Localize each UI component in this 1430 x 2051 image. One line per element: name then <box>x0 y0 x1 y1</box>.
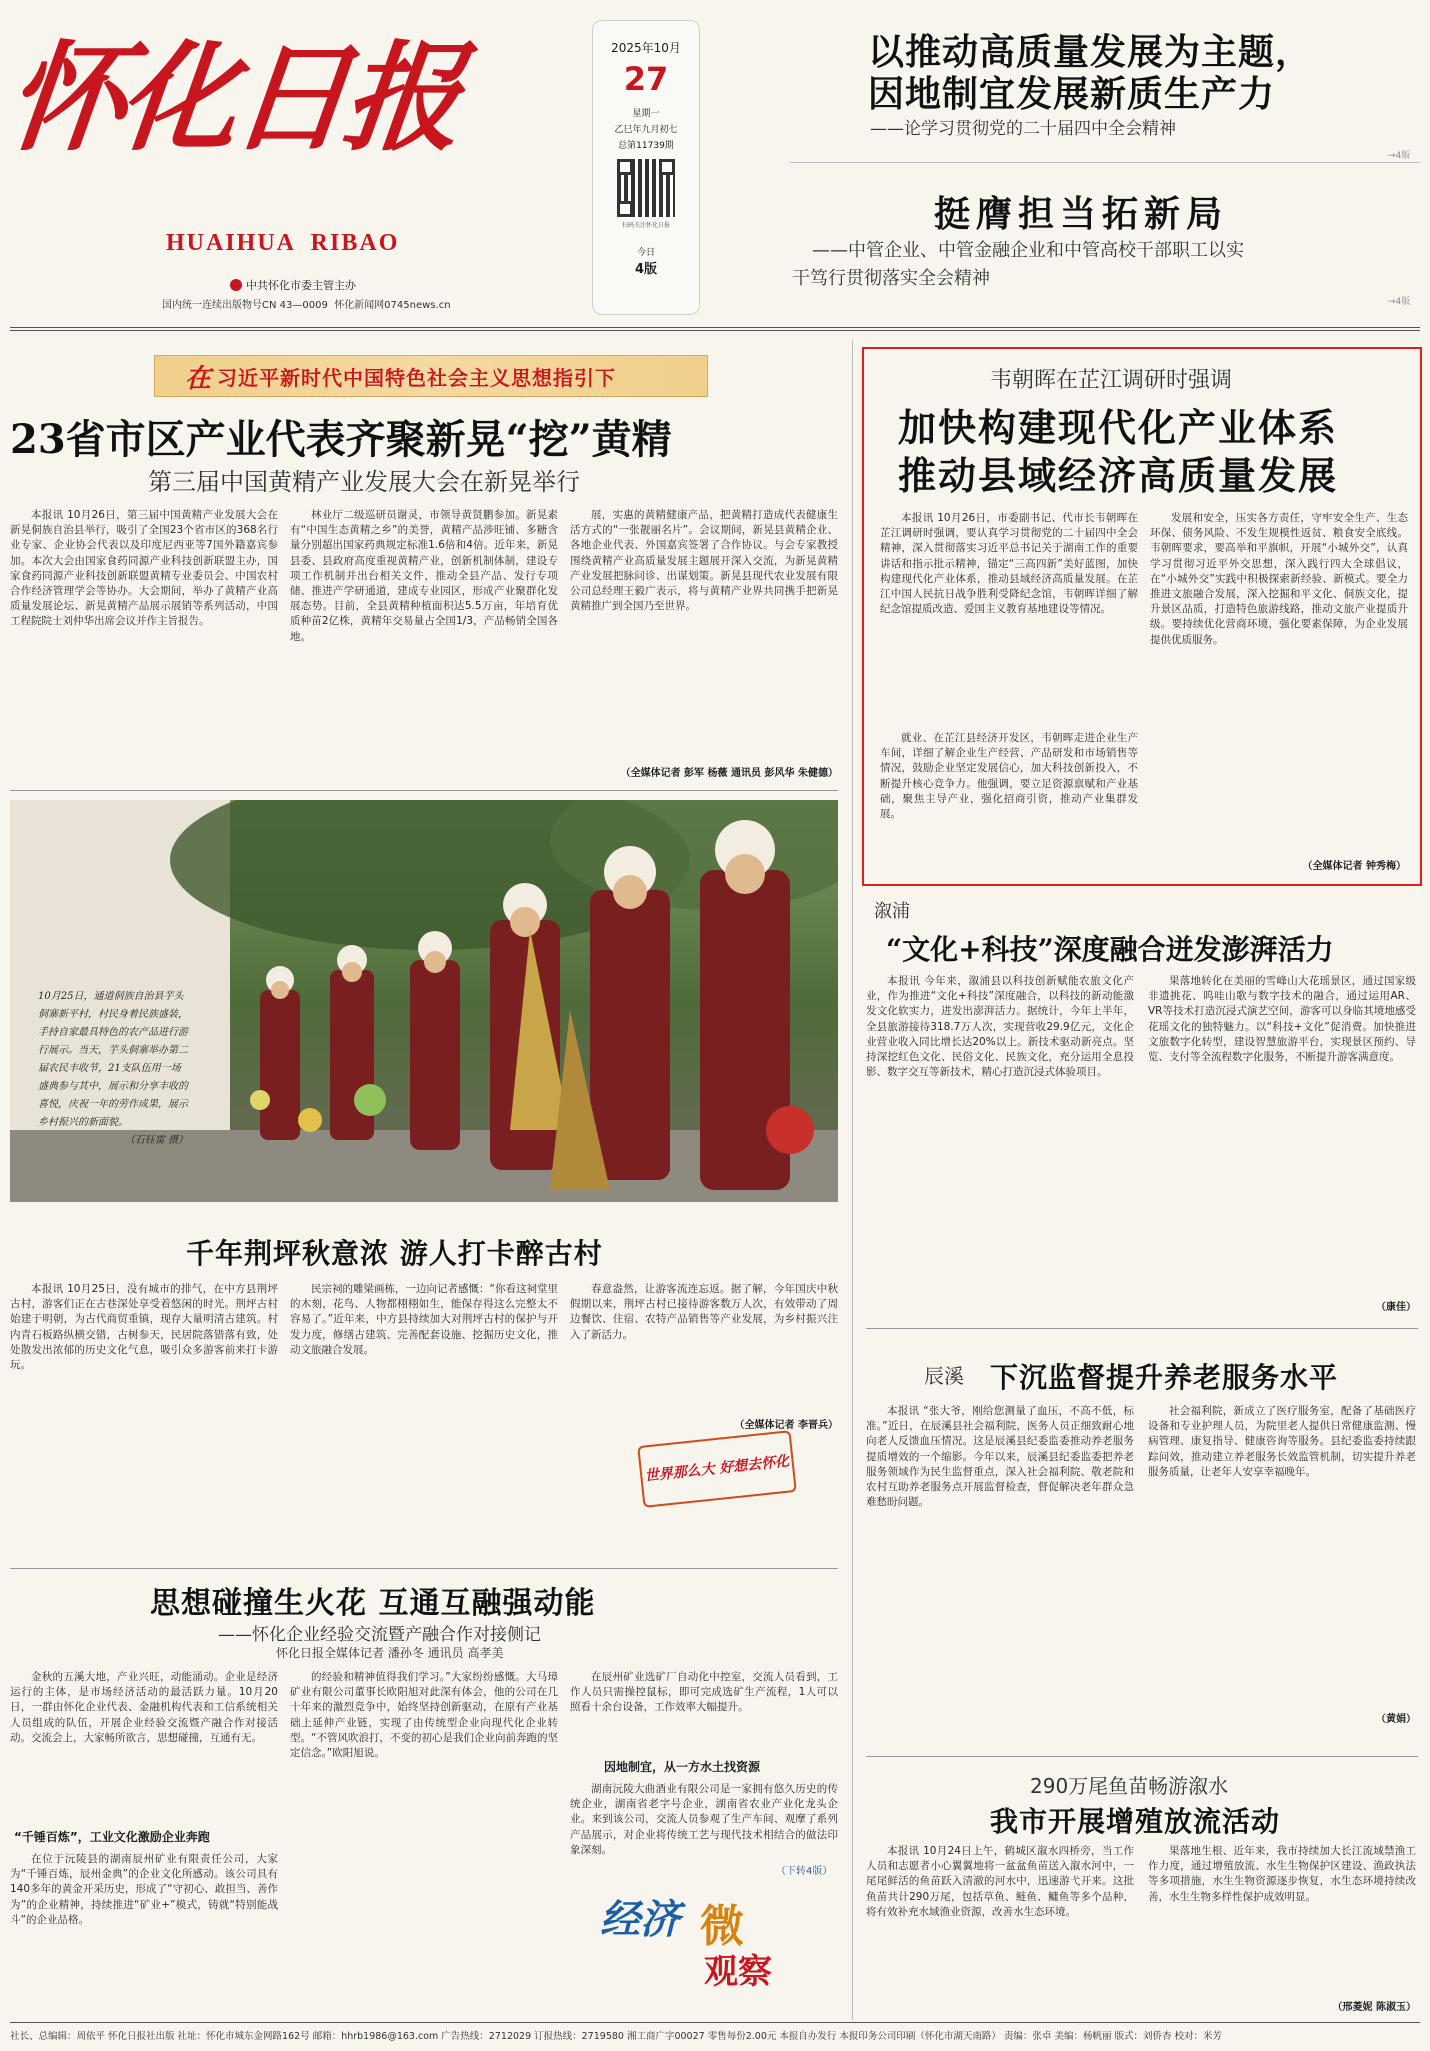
exchange-col1-text: 金秋的五溪大地，产业兴旺，动能涌动。企业是经济运行的主体，是市场经济活动的最活跃力量。10月20日，一群由怀化企业代表、金融机构代表和工信系统相关人员组成的队伍，开展企业经验交流暨产融合作对接活动。交流会上，大家畅所欲言，思想碰撞，互通有无。 <box>10 1671 278 1744</box>
release-col1 <box>866 1844 1134 2016</box>
harvest-festival-photo <box>10 800 838 1202</box>
jingping-col2-text: 民宗祠的雕梁画栋，一边向记者感慨：“你看这祠堂里的木刻，花鸟、人物都栩栩如生，能保存得这么完整太不容易了。”近年来，中方县持续加大对荆坪古村的保护与开发力度，修缮古建筑、完善配套设施、挖掘历史文化，推动文旅融合发展。 <box>290 1283 558 1356</box>
lead-col1-text: 本报讯 10月26日，第三届中国黄精产业发展大会在新晃侗族自治县举行，吸引了全国23个省市区的368名行业专家、企业协会代表以及印度尼西亚等7国外籍嘉宾参加。本次大会由国家食药同源产业科技创新联盟主办，国家食药同源产业科技创新联盟黄精专业委员会、中国农村合作经济管理学会等协办。大会期间，举办了黄精产业高质量发展论坛、新晃黄精产品展示展销等系列活动，中国工程院院士刘仲华出席会议并作主旨报告。 <box>10 509 278 628</box>
lead-col3-text: 展，实惠的黄精健康产品，把黄精打造成代表健康生活方式的“一张靓丽名片”。会议期间，新晃县黄精企业、各地企业代表、外国嘉宾签署了合作协议。与会专家教授围绕黄精产业高质量发展主题展开深入交流，为新晃黄精产业发展把脉问诊、出谋划策。新晃县现代农业发展有限公司总经理王毅广表示，将与黄精产业界共同携手把新晃黄精推广到全国乃至世界。 <box>570 509 838 613</box>
feature-col1b <box>880 731 1138 873</box>
xupu-place: 溆浦 <box>874 901 910 922</box>
lead-col2-text: 林业厅二级巡研员谢灵，市领导黄贤鹏参加。新晃素有“中国生态黄精之乡”的美誉，黄精产品涉旺铺、多糖含量分别超出国家药典规定标准1.6倍和4倍。近年来，新晃县委、县政府高度重视黄精产业，创新机制体制，建设专项工作机制并出台相关文件，推动全县产品、发行专项储、推进产学研通道，建成专业园区，形成产业聚群化发展态势。目前，全县黄精种植面积达5.5万亩，年培育优质种苗2亿株，黄精年交易量占全国1/3，产品畅销全国各地。 <box>290 509 558 643</box>
lead-col3 <box>570 508 838 763</box>
xupu-col1-text: 本报讯 今年来，溆浦县以科技创新赋能农旅文化产业，作为推进“文化+科技”深度融合，以科技的新动能激发文化软实力，进发出澎湃活力。据统计，今年上半年，全县旅游接待318.7万人次，实现营收29.9亿元，文化企业营业收入同比增长达20%以上。新技术驱动新亮点。坚持深挖红色文化、民俗文化、民族文化，充分运用全息投影、数字交互等新技术，精心打造沉浸式体验项目。 <box>866 975 1134 1079</box>
xupu-byline: （康佳） <box>1376 1302 1416 1313</box>
exchange-col1b-text: 在位于沅陵县的湖南辰州矿业有限责任公司，大家为“千锤百炼，辰州金典”的企业文化所感动。该公司具有140多年的黄金开采历史，形成了“守初心、敢担当、善作为”的企业精神，持续推进“矿业+”模式，铸就“特别能战斗”的企业品格。 <box>10 1853 278 1926</box>
xupu-col2-text: 果落地转化在美丽的雪峰山大花瑶景区，通过国家级非遗挑花、呜哇山歌与数字技术的融合，通过运用AR、VR等技术打造沉浸式演艺空间，游客可以身临其境地感受花瑶文化的独特魅力。以“科技+文化”促消费。加快推进文旅数字化转型，建设智慧旅游平台，实现景区预约、导览、支付等全流程数字化服务，不断提升游客满意度。 <box>1148 975 1416 1064</box>
masthead-logo <box>0 28 464 178</box>
exchange-col1 <box>10 1670 278 1820</box>
top-story1-page-ref[interactable]: →4版 <box>1388 151 1411 161</box>
date-month: 2025年10月 <box>611 41 681 55</box>
release-title[interactable]: 我市开展增殖放流活动 <box>990 1805 1281 1838</box>
exchange-col3-text: 在辰州矿业选矿厂自动化中控室，交流人员看到，工作人员只需操控鼠标，即可完成选矿生产流程，1人可以照看十余台设备，工作效率大幅提升。 <box>570 1671 838 1714</box>
photo-credit: （石钰雷 摄） <box>124 1135 188 1146</box>
release-col2 <box>1148 1844 1416 1994</box>
qr-code-icon[interactable] <box>617 159 675 217</box>
date-day: 27 <box>623 60 669 98</box>
lead-col2 <box>290 508 558 778</box>
registration-line <box>162 296 451 311</box>
chenxi-title[interactable]: 下沉监督提升养老服务水平 <box>990 1361 1339 1394</box>
chenxi-col1 <box>866 1404 1134 1724</box>
travel-stamp-text: 世界那么大 好想去怀化 <box>644 1453 790 1485</box>
exchange-byline-top: 怀化日报全媒体记者 潘孙冬 通讯员 高孝美 <box>276 1646 504 1660</box>
jingping-col1 <box>10 1282 278 1560</box>
chenxi-place: 辰溪 <box>924 1364 964 1388</box>
travel-stamp <box>637 1430 797 1508</box>
exchange-col1b <box>10 1852 278 2012</box>
exchange-box-text: 湖南沅陵大曲酒业有限公司是一家拥有悠久历史的传统企业，湖南省老字号企业，湖南省农业产业化龙头企业。来到该公司，交流人员参观了生产车间、观摩了系列产品展示，对企业将传统工艺与现代技术相结合的做法印象深刻。 <box>570 1783 838 1856</box>
top-story2-subtitle-line2: 干笃行贯彻落实全会精神 <box>792 268 990 289</box>
issue-number: 总第11739期 <box>618 141 674 151</box>
top-story2-page-ref[interactable]: →4版 <box>1388 297 1411 307</box>
chenxi-col1-text: 本报讯 “张大爷，刚给您测量了血压，不高不低，标准。”近日，在辰溪县社会福利院，医务人员正细致耐心地向老人反馈血压情况。这是辰溪县纪委监委推动养老服务提质增效的一个缩影。今年以来，辰溪县纪委监委把养老服务领域作为民生监督重点，深入社会福利院、敬老院和农村互助养老服务点开展监督检查，督促解决老年群众急难愁盼问题。 <box>866 1405 1134 1509</box>
jingping-title[interactable]: 千年荆坪秋意浓 游人打卡醉古村 <box>186 1237 603 1270</box>
release-col1-text: 本报讯 10月24日上午，鹤城区溆水四桥旁，当工作人员和志愿者小心翼翼地将一盆盆鱼苗送入溆水河中，一尾尾鲜活的鱼苗跃入清澈的河水中，迅速游弋开来。这批鱼苗共计290万尾，包括草鱼、鲢鱼、鳙鱼等多个品种，将有效补充水域渔业资源，改善水生态环境。 <box>866 1845 1134 1918</box>
banner-icon: 在 <box>185 363 212 394</box>
weekday: 星期一 <box>632 109 660 119</box>
exchange-box-title: 因地制宜，从一方水土找资源 <box>604 1760 761 1774</box>
logo-calligraphy: 怀化日报 <box>0 28 464 167</box>
logo-part-c: 观察 <box>704 1952 772 1992</box>
sponsor-text: 中共怀化市委主管主办 <box>246 279 356 292</box>
lead-byline: （全媒体记者 彭军 杨薇 通讯员 彭风华 朱健德） <box>620 768 838 779</box>
exchange-title[interactable]: 思想碰撞生火花 互通互融强动能 <box>150 1586 596 1621</box>
exchange-box <box>570 1782 838 1862</box>
chenxi-col2-text: 社会福利院，新成立了医疗服务室，配备了基础医疗设备和专业护理人员，为院里老人提供日常健康监测、慢病管理、康复指导、健康咨询等服务。县纪委监委持续跟踪问效，推动建立养老服务长效监管机制，切实提升养老服务质量，让老年人安享幸福晚年。 <box>1148 1405 1416 1478</box>
jingping-byline: （全媒体记者 李晋兵） <box>734 1420 838 1431</box>
banner-text: 习近平新时代中国特色社会主义思想指引下 <box>217 365 617 390</box>
exchange-subtitle: ——怀化企业经验交流暨产融合作对接侧记 <box>218 1625 541 1645</box>
release-kicker: 290万尾鱼苗畅游溆水 <box>1030 1774 1229 1798</box>
exchange-col2 <box>290 1670 558 2012</box>
lead-title[interactable]: 23省市区产业代表齐聚新晃“挖”黄精 <box>10 416 672 463</box>
feature-kicker: 韦朝晖在芷江调研时强调 <box>990 368 1233 393</box>
jingping-col3-text: 春意盎然，让游客流连忘返。据了解，今年国庆中秋假期以来，荆坪古村已接待游客数万人次，有效带动了周边餐饮、住宿、农特产品销售等产业发展，为乡村振兴注入了新活力。 <box>570 1283 838 1341</box>
release-col2-text: 果落地生根、近年来，我市持续加大长江流域禁渔工作力度，通过增殖放流、水生生物保护区建设、渔政执法等多项措施，水生生物资源逐步恢复，水生态环境持续改善，水生生物多样性保护成效明显。 <box>1148 1845 1416 1903</box>
lead-col1 <box>10 508 278 778</box>
xupu-title[interactable]: “文化+科技”深度融合迸发澎湃活力 <box>886 933 1334 966</box>
date-box <box>592 20 700 315</box>
masthead-pinyin: HUAIHUA RIBAO <box>166 230 400 256</box>
lunar-date: 乙巳年九月初七 <box>614 125 678 135</box>
xupu-col2 <box>1148 974 1416 1294</box>
top-story1-title-line1[interactable]: 以推动高质量发展为主题， <box>868 31 1313 73</box>
today-label: 今日 <box>636 248 655 258</box>
jingping-col1-text: 本报讯 10月25日，没有城市的排气，在中方县荆坪古村，游客们正在古巷深处享受着悠闲的时光。荆坪古村始建于明朝，为古代商贸重镇，现存大量明清古建筑。村内青石板路纵横交错，古树参天，民居院落错落有致，处处散发出浓郁的历史文化气息，吸引众多游客前来打卡游玩。 <box>10 1283 278 1372</box>
party-emblem-icon <box>230 279 242 291</box>
jingping-col2 <box>290 1282 558 1560</box>
theme-banner <box>154 355 708 397</box>
page-count: 4版 <box>634 262 658 277</box>
feature-col1b-text: 就业、在芷江县经济开发区，韦朝晖走进企业生产车间，详细了解企业生产经营、产品研发和市场销售等情况，鼓励企业坚定发展信心，加大科技创新投入，不断提升核心竞争力。他强调，要立足资源禀赋和产业基础，聚焦主导产业，强化招商引资，推动产业集群发展。 <box>880 732 1138 821</box>
chenxi-col2 <box>1148 1404 1416 1704</box>
website-link[interactable]: 怀化新闻网0745news.cn <box>334 300 451 311</box>
top-story1-subtitle: ——论学习贯彻党的二十届四中全会精神 <box>870 119 1176 139</box>
top-story2-title[interactable]: 挺膺担当拓新局 <box>934 193 1229 235</box>
feature-title-line1[interactable]: 加快构建现代化产业体系 <box>898 405 1339 450</box>
feature-box <box>862 347 1422 886</box>
photo-caption-text: 10月25日，通道侗族自治县芋头侗寨新平村，村民身着民族盛装，手持自家最具特色的农产品进行游行展示。当天，芋头侗寨举办第二届农民丰收节，21支队伍用一场盛典参与其中，展示和分享丰收的喜悦，庆祝一年的劳作成果，展示乡村振兴的新面貌。 <box>38 991 188 1128</box>
exchange-col3 <box>570 1670 838 1750</box>
feature-byline: （全媒体记者 钟秀梅） <box>1302 861 1406 872</box>
exchange-subhead: “千锤百炼”，工业文化激励企业奔跑 <box>14 1830 210 1844</box>
photo-caption <box>38 988 188 1150</box>
feature-title-line2[interactable]: 推动县域经济高质量发展 <box>898 453 1339 498</box>
qr-caption: 扫码关注怀化日报 <box>621 222 670 229</box>
logo-part-b: 微 <box>700 1901 744 1952</box>
feature-col1 <box>880 511 1138 726</box>
lead-subtitle: 第三届中国黄精产业发展大会在新晃举行 <box>148 468 580 496</box>
exchange-col2-text: 的经验和精神值得我们学习。”大家纷纷感慨。大马璋矿业有限公司董事长欧阳旭对此深有体会，他的公司在几十年来的激烈竞争中，始终坚持创新驱动，在原有产业基础上延伸产业链，实现了由传统型企业向现代化企业转型。“不管风吹浪打，不变的初心是我们企业向前奔跑的坚定信念。”欧阳旭说。 <box>290 1671 558 1760</box>
footer-imprint: 社长、总编辑：周依平 怀化日报社出版 社址：怀化市城东金网路162号 邮箱：hhrb1986@163.com 广告热线：2712029 订报热线：2719580 湘工商广字00027 零售每份2.00元 本报自办发行 本报印务公司印刷（怀化市湖天南路） 责编：张卓 美编：杨帆丽 版式：刘侨杏 校对：米芳 <box>10 2031 1222 2042</box>
registration-number: 国内统一连续出版物号CN 43—0009 <box>162 300 328 311</box>
release-byline: （邢菱妮 陈淑玉） <box>1332 2002 1416 2013</box>
exchange-page-ref[interactable]: （下转4版） <box>776 1866 833 1877</box>
economy-column-logo <box>600 1880 820 2000</box>
chenxi-byline: （黄娟） <box>1376 1714 1416 1725</box>
logo-part-a: 经济 <box>600 1896 680 1943</box>
feature-col1-text: 本报讯 10月26日，市委副书记、代市长韦朝晖在芷江调研时强调，要认真学习贯彻党的二十届四中全会精神，深入贯彻落实习近平总书记关于湖南工作的重要讲话和指示批示精神，锚定“三高四新”美好蓝图，加快构建现代化产业体系，推动县域经济高质量发展。在芷江中国人民抗日战争胜利受降纪念馆，韦朝晖详细了解纪念馆提质改造、爱国主义教育基地建设等情况。 <box>880 512 1138 616</box>
top-story2-subtitle-line1: ——中管企业、中管金融企业和中管高校干部职工以实 <box>812 240 1244 261</box>
feature-col2 <box>1150 511 1408 851</box>
jingping-col3 <box>570 1282 838 1412</box>
feature-col2-text: 发展和安全，压实各方责任，守牢安全生产、生态环保、债务风险、不发生规模性返贫、粮食安全底线。韦朝晖要求，要高举和平旗帜，开展“小城外交”，认真学习贯彻习近平外交思想，深入践行四大全球倡议，在“小城外交”实践中积极探索新经验、新模式。要全力推进文旅融合发展，深入挖掘和平文化、侗族文化，提升景区品质，打造特色旅游线路，推动文旅产业提质升级。要持续优化营商环境，强化要素保障，为企业发展提供优质服务。 <box>1150 512 1408 646</box>
top-story1-title-line2[interactable]: 因地制宜发展新质生产力 <box>868 73 1276 115</box>
xupu-col1 <box>866 974 1134 1314</box>
sponsor-line <box>230 277 356 293</box>
